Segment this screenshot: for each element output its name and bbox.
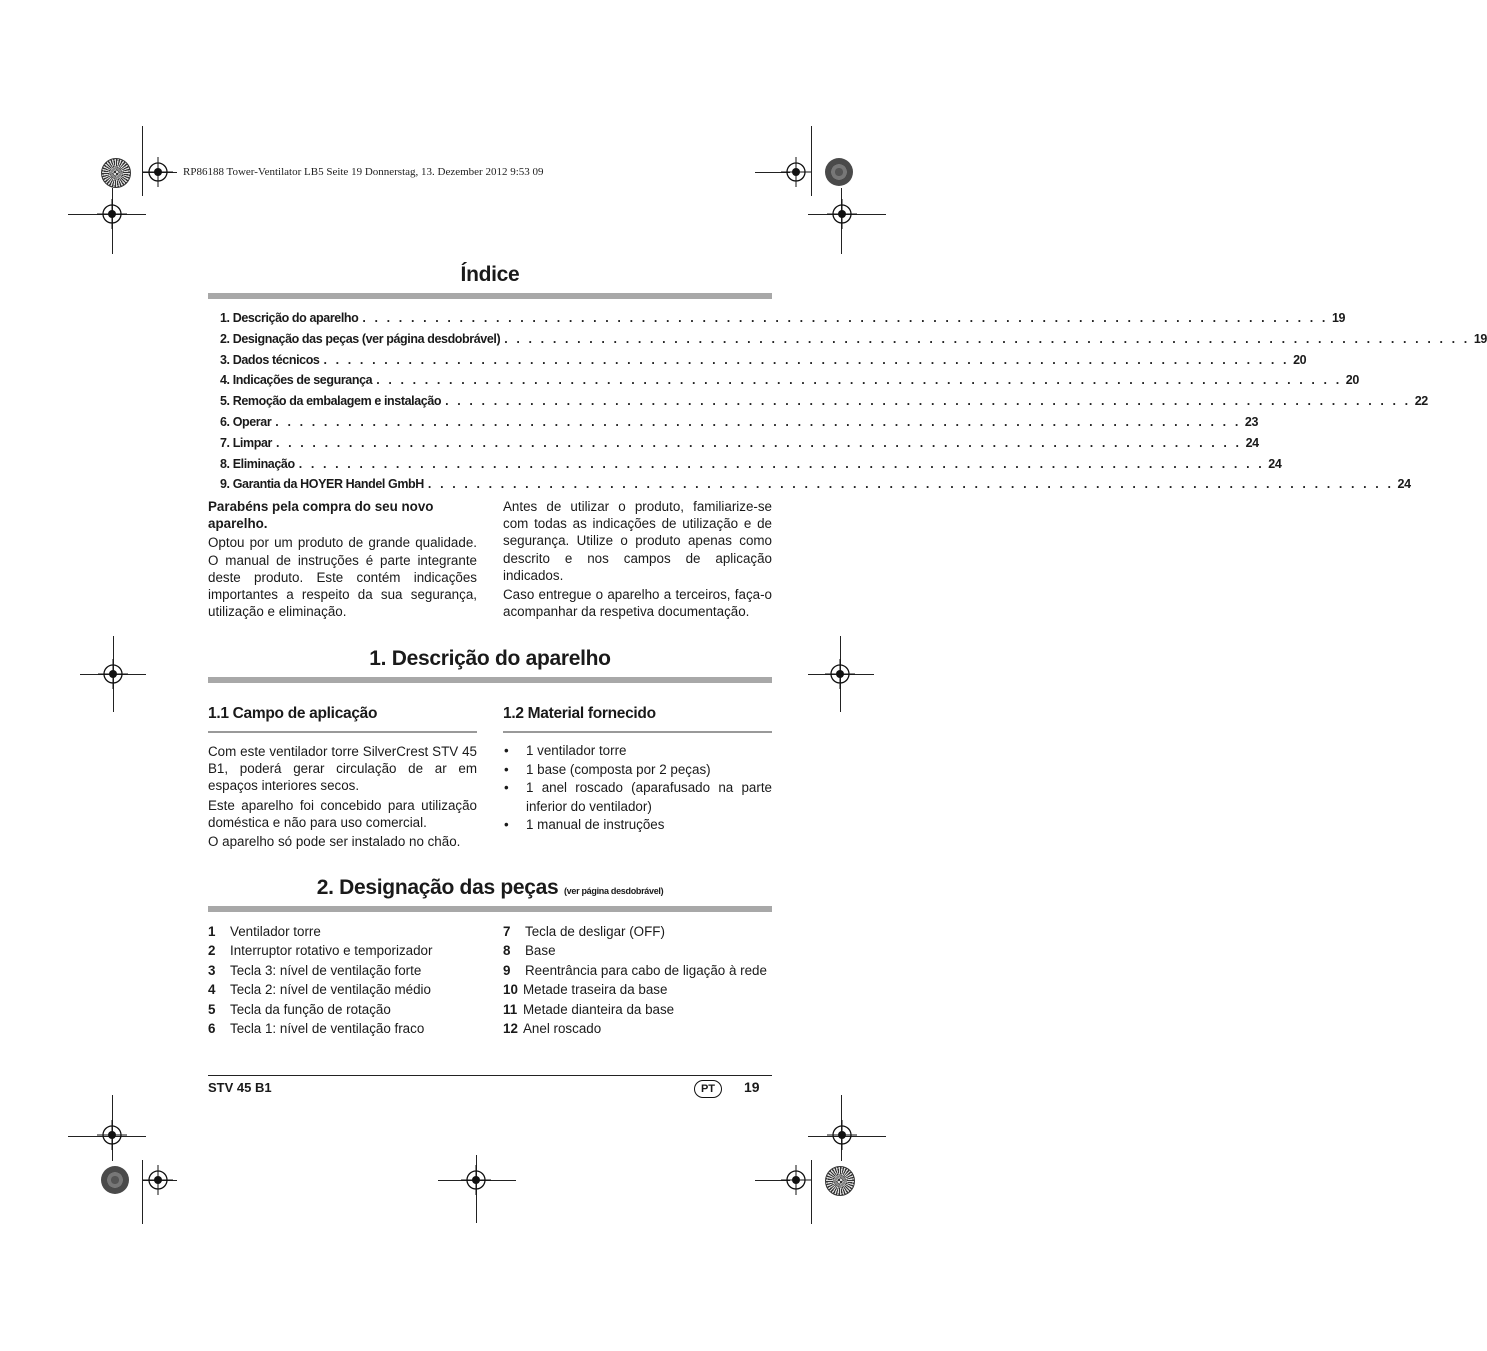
part-number: 1 (208, 924, 216, 939)
crop-mark (811, 126, 812, 196)
part-item (503, 1019, 783, 1038)
footer-model: STV 45 B1 (208, 1080, 272, 1095)
intro-paragraph: Caso entregue o aparelho a terceiros, faça-o acompanhar da respetiva documentação. (503, 587, 772, 620)
part-number: 3 (208, 962, 216, 978)
toc-leader: . . . . . . . . . . . . . . . . . . . . . . . . . . . . . . . . . . . . . . . . . . . . . . . . . . . . . . . . . . . . . . . . . . . . . . . . . . . . . . . . (323, 352, 1290, 367)
toc-entry-label: 7. Limpar (220, 435, 272, 450)
toc-entry-page: 20 (1293, 352, 1307, 367)
color-wheel-icon (825, 1166, 855, 1196)
part-item (208, 1019, 488, 1038)
part-item (503, 1000, 783, 1019)
part-label: Reentrância para cabo de ligação à rede (525, 962, 767, 978)
part-label: Tecla 3: nível de ventilação forte (230, 962, 422, 978)
toc-leader: . . . . . . . . . . . . . . . . . . . . . . . . . . . . . . . . . . . . . . . . . . . . . . . . . . . . . . . . . . . . . . . . . . . . . . . . . . . . . . . . (504, 331, 1470, 346)
toc-entry-label: 1. Descrição do aparelho (220, 311, 359, 325)
list-item: • 1 base (composta por 2 peças) (503, 761, 772, 780)
title-bar (208, 293, 772, 299)
intro-paragraph: Antes de utilizar o produto, familiarize-se com todas as indicações de utilização e de segurança. Utilize o produto apenas como descrito e nos campos de aplicação indicados. (503, 499, 772, 583)
part-label: Metade traseira da base (523, 982, 668, 998)
part-item (503, 922, 783, 941)
registration-mark-icon (143, 1165, 173, 1195)
registration-mark-icon (827, 199, 857, 229)
subsection-title: 1.2 Material fornecido (503, 705, 656, 722)
toc-entry[interactable] (220, 477, 1411, 498)
registration-mark-icon (97, 1120, 127, 1150)
toc-leader: . . . . . . . . . . . . . . . . . . . . . . . . . . . . . . . . . . . . . . . . . . . . . . . . . . . . . . . . . . . . . . . . . . . . . . . . . . . . . . . . (275, 435, 1242, 450)
application-text (208, 743, 477, 852)
part-item (503, 941, 783, 960)
part-number: 12 (503, 1021, 518, 1037)
toc-entry-page: 22 (1414, 394, 1428, 409)
color-wheel-icon (825, 158, 853, 186)
list-item: • 1 anel roscado (aparafusado na parte inferior do ventilador) (503, 779, 772, 816)
color-wheel-icon (101, 1166, 129, 1194)
list-item: • 1 manual de instruções (503, 816, 772, 835)
toc-entry-label: 5. Remoção da embalagem e instalação (220, 394, 442, 409)
color-wheel-icon (101, 158, 131, 188)
toc-entry-page: 20 (1345, 373, 1359, 388)
crop-mark (811, 1160, 812, 1224)
toc-leader: . . . . . . . . . . . . . . . . . . . . . . . . . . . . . . . . . . . . . . . . . . . . . . . . . . . . . . . . . . . . . . . . . . . . . . . . . . . . . . . . (445, 394, 1411, 409)
part-item (208, 1000, 488, 1019)
toc-entry[interactable] (220, 394, 1428, 415)
title-bar (208, 677, 772, 683)
toc-leader: . . . . . . . . . . . . . . . . . . . . . . . . . . . . . . . . . . . . . . . . . . . . . . . . . . . . . . . . . . . . . . . . . . . . . . . . . . . . . . . . (427, 477, 1394, 492)
paragraph: Com este ventilador torre SilverCrest STV 45 B1, poderá gerar circulação de ar em espaços interiores secos. (208, 744, 477, 794)
toc-entry[interactable] (220, 456, 1282, 478)
part-label: Base (525, 943, 556, 959)
list-item: • 1 ventilador torre (503, 742, 772, 761)
part-item (503, 980, 783, 999)
page-number: 19 (744, 1079, 760, 1095)
table-of-contents (220, 311, 1487, 498)
paragraph: O aparelho só pode ser instalado no chão. (208, 834, 461, 850)
paragraph: Este aparelho foi concebido para utilização doméstica e não para uso comercial. (208, 797, 477, 830)
registration-mark-icon (781, 1165, 811, 1195)
part-number: 8 (503, 943, 511, 959)
section2-title (208, 876, 772, 900)
part-number: 11 (503, 1001, 518, 1017)
toc-entry[interactable] (220, 311, 1346, 332)
parts-list-left (208, 922, 488, 1038)
part-number: 5 (208, 1001, 216, 1017)
toc-entry-label: 2. Designação das peças (ver página desdobrável) (220, 331, 501, 346)
part-label: Tecla 1: nível de ventilação fraco (230, 1021, 425, 1037)
toc-entry-label: 8. Eliminação (220, 456, 295, 471)
toc-entry-page: 24 (1245, 435, 1259, 450)
toc-entry-page: 24 (1268, 456, 1282, 471)
title-bar (208, 906, 772, 912)
registration-mark-icon (781, 157, 811, 187)
toc-entry-label: 9. Garantia da HOYER Handel GmbH (220, 477, 424, 492)
intro-paragraph: Optou por um produto de grande qualidade. O manual de instruções é parte integrante deste produto. Este contém indicações importantes a respeito da sua segurança, utilização e eliminação. (208, 535, 477, 620)
part-item (208, 980, 488, 999)
registration-mark-icon (825, 659, 855, 689)
part-item (208, 941, 488, 960)
registration-mark-icon (461, 1165, 491, 1195)
registration-mark-icon (97, 199, 127, 229)
part-number: 9 (503, 962, 511, 978)
toc-entry[interactable] (220, 435, 1259, 457)
part-number: 2 (208, 943, 216, 959)
registration-mark-icon (827, 1120, 857, 1150)
part-number: 6 (208, 1021, 216, 1037)
intro-heading: Parabéns pela compra do seu novo aparelho. (208, 499, 434, 532)
toc-leader: . . . . . . . . . . . . . . . . . . . . . . . . . . . . . . . . . . . . . . . . . . . . . . . . . . . . . . . . . . . . . . . . . . . . . . . . . . . . . . . . (362, 311, 1328, 325)
toc-entry[interactable] (220, 331, 1487, 353)
toc-entry-page: 23 (1244, 414, 1258, 429)
toc-entry-label: 4. Indicações de segurança (220, 373, 373, 388)
toc-entry[interactable] (220, 414, 1258, 436)
toc-entry[interactable] (220, 352, 1307, 374)
section2-title-text: 2. Designação das peças (316, 876, 559, 899)
registration-mark-icon (143, 157, 173, 187)
part-label: Metade dianteira da base (523, 1001, 675, 1017)
toc-entry[interactable] (220, 373, 1359, 394)
toc-entry-page: 19 (1331, 311, 1346, 325)
language-badge: PT (694, 1080, 722, 1098)
part-number: 7 (503, 924, 511, 939)
parts-list-right (503, 922, 783, 1038)
part-label: Tecla 2: nível de ventilação médio (230, 982, 431, 998)
index-title: Índice (460, 263, 520, 286)
toc-leader: . . . . . . . . . . . . . . . . . . . . . . . . . . . . . . . . . . . . . . . . . . . . . . . . . . . . . . . . . . . . . . . . . . . . . . . . . . . . . . . . (275, 414, 1241, 429)
section2-title-note: (ver página desdobrável) (563, 886, 664, 896)
part-label: Ventilador torre (230, 924, 321, 939)
intro-right (503, 498, 772, 622)
part-item (208, 922, 488, 941)
toc-leader: . . . . . . . . . . . . . . . . . . . . . . . . . . . . . . . . . . . . . . . . . . . . . . . . . . . . . . . . . . . . . . . . . . . . . . . . . . . . . . . . (376, 373, 1342, 388)
registration-mark-icon (98, 659, 128, 689)
subsection-rule (503, 731, 772, 733)
part-item (208, 961, 488, 980)
footer-rule (208, 1075, 772, 1076)
part-label: Anel roscado (523, 1021, 602, 1037)
supplied-items-list (503, 742, 772, 835)
part-label: Interruptor rotativo e temporizador (230, 943, 433, 959)
part-label: Tecla de desligar (OFF) (525, 924, 665, 939)
part-item (503, 961, 783, 980)
print-slug: RP86188 Tower-Ventilator LB5 Seite 19 Donnerstag, 13. Dezember 2012 9:53 09 (183, 166, 544, 178)
part-number: 4 (208, 982, 216, 998)
toc-leader: . . . . . . . . . . . . . . . . . . . . . . . . . . . . . . . . . . . . . . . . . . . . . . . . . . . . . . . . . . . . . . . . . . . . . . . . . . . . . . . . (298, 456, 1265, 471)
toc-entry-label: 6. Operar (220, 414, 272, 429)
toc-entry-page: 24 (1397, 477, 1411, 492)
part-number: 10 (503, 982, 518, 998)
toc-entry-label: 3. Dados técnicos (220, 352, 320, 367)
subsection-rule (208, 731, 477, 733)
toc-entry-page: 19 (1473, 331, 1487, 346)
part-label: Tecla da função de rotação (230, 1001, 391, 1017)
intro-left (208, 498, 477, 622)
subsection-title: 1.1 Campo de aplicação (208, 705, 378, 722)
section1-title: 1. Descrição do aparelho (369, 647, 611, 670)
